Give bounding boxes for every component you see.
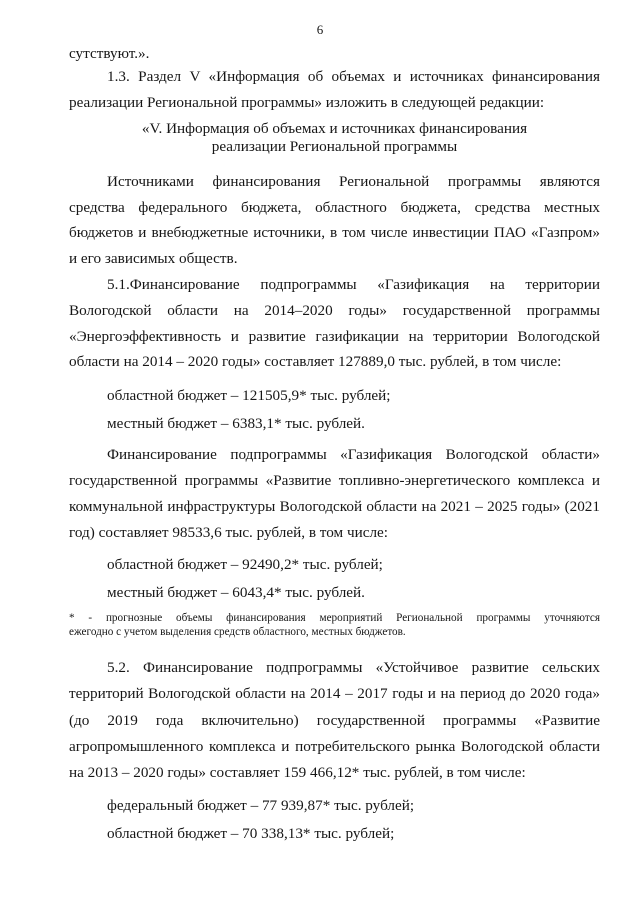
text-line: «V. Информация об объемах и источниках финансирования	[141, 120, 528, 137]
text-line: Вологодской области на 2014–2020 годы» государственной программы	[69, 302, 600, 319]
text-line: территорий Вологодской области на 2014 – 2017 годы и на период до 2020 года»	[69, 685, 600, 702]
text-line: средства федерального бюджета, областного бюджета, средства местных	[69, 199, 600, 216]
text-line: агропромышленного комплекса и потребительского рынка Вологодской области	[69, 738, 600, 755]
text-line: области на 2014 – 2020 годы» составляет 127889,0 тыс. рублей, в том числе:	[69, 353, 562, 370]
text-line: Финансирование подпрограммы «Газификация Вологодской области»	[107, 446, 600, 463]
text-line: * - прогнозные объемы финансирования мероприятий Региональной программы уточняются	[69, 612, 600, 624]
text-line: Источниками финансирования Региональной программы являются	[107, 173, 600, 190]
text-line: бюджетов и внебюджетные источники, в том числе инвестиции ПАО «Газпром»	[69, 224, 600, 241]
text-line: местный бюджет – 6043,4* тыс. рублей.	[107, 584, 365, 601]
text-line: областной бюджет – 121505,9* тыс. рублей;	[107, 387, 391, 404]
text-line: на 2013 – 2020 годы» составляет 159 466,12* тыс. рублей, в том числе:	[69, 764, 526, 781]
text-line: реализации Региональной программы» изложить в следующей редакции:	[69, 94, 545, 111]
page-number: 6	[316, 22, 324, 37]
text-line: сутствуют.».	[69, 45, 150, 62]
text-line: и его зависимых обществ.	[69, 250, 238, 267]
text-line: федеральный бюджет – 77 939,87* тыс. рублей;	[107, 797, 415, 814]
text-line: областной бюджет – 70 338,13* тыс. рублей;	[107, 825, 395, 842]
text-line: государственной программы «Развитие топливно-энергетического комплекса и	[69, 472, 600, 489]
text-line: (до 2019 года включительно) государственной программы «Развитие	[69, 712, 600, 729]
text-line: реализации Региональной программы	[211, 138, 458, 155]
text-line: коммунальной инфраструктуры Вологодской области на 2021 – 2025 годы» (2021	[69, 498, 600, 515]
text-line: местный бюджет – 6383,1* тыс. рублей.	[107, 415, 365, 432]
text-line: год) составляет 98533,6 тыс. рублей, в том числе:	[69, 524, 388, 541]
text-line: «Энергоэффективность и развитие газификации на территории Вологодской	[69, 328, 600, 345]
text-line: 5.2. Финансирование подпрограммы «Устойчивое развитие сельских	[107, 659, 600, 676]
text-line: 5.1.Финансирование подпрограммы «Газификация на территории	[107, 276, 600, 293]
text-line: областной бюджет – 92490,2* тыс. рублей;	[107, 556, 383, 573]
text-line: 1.3. Раздел V «Информация об объемах и источниках финансирования	[107, 68, 600, 85]
text-line: ежегодно с учетом выделения средств областного, местных бюджетов.	[69, 626, 406, 638]
